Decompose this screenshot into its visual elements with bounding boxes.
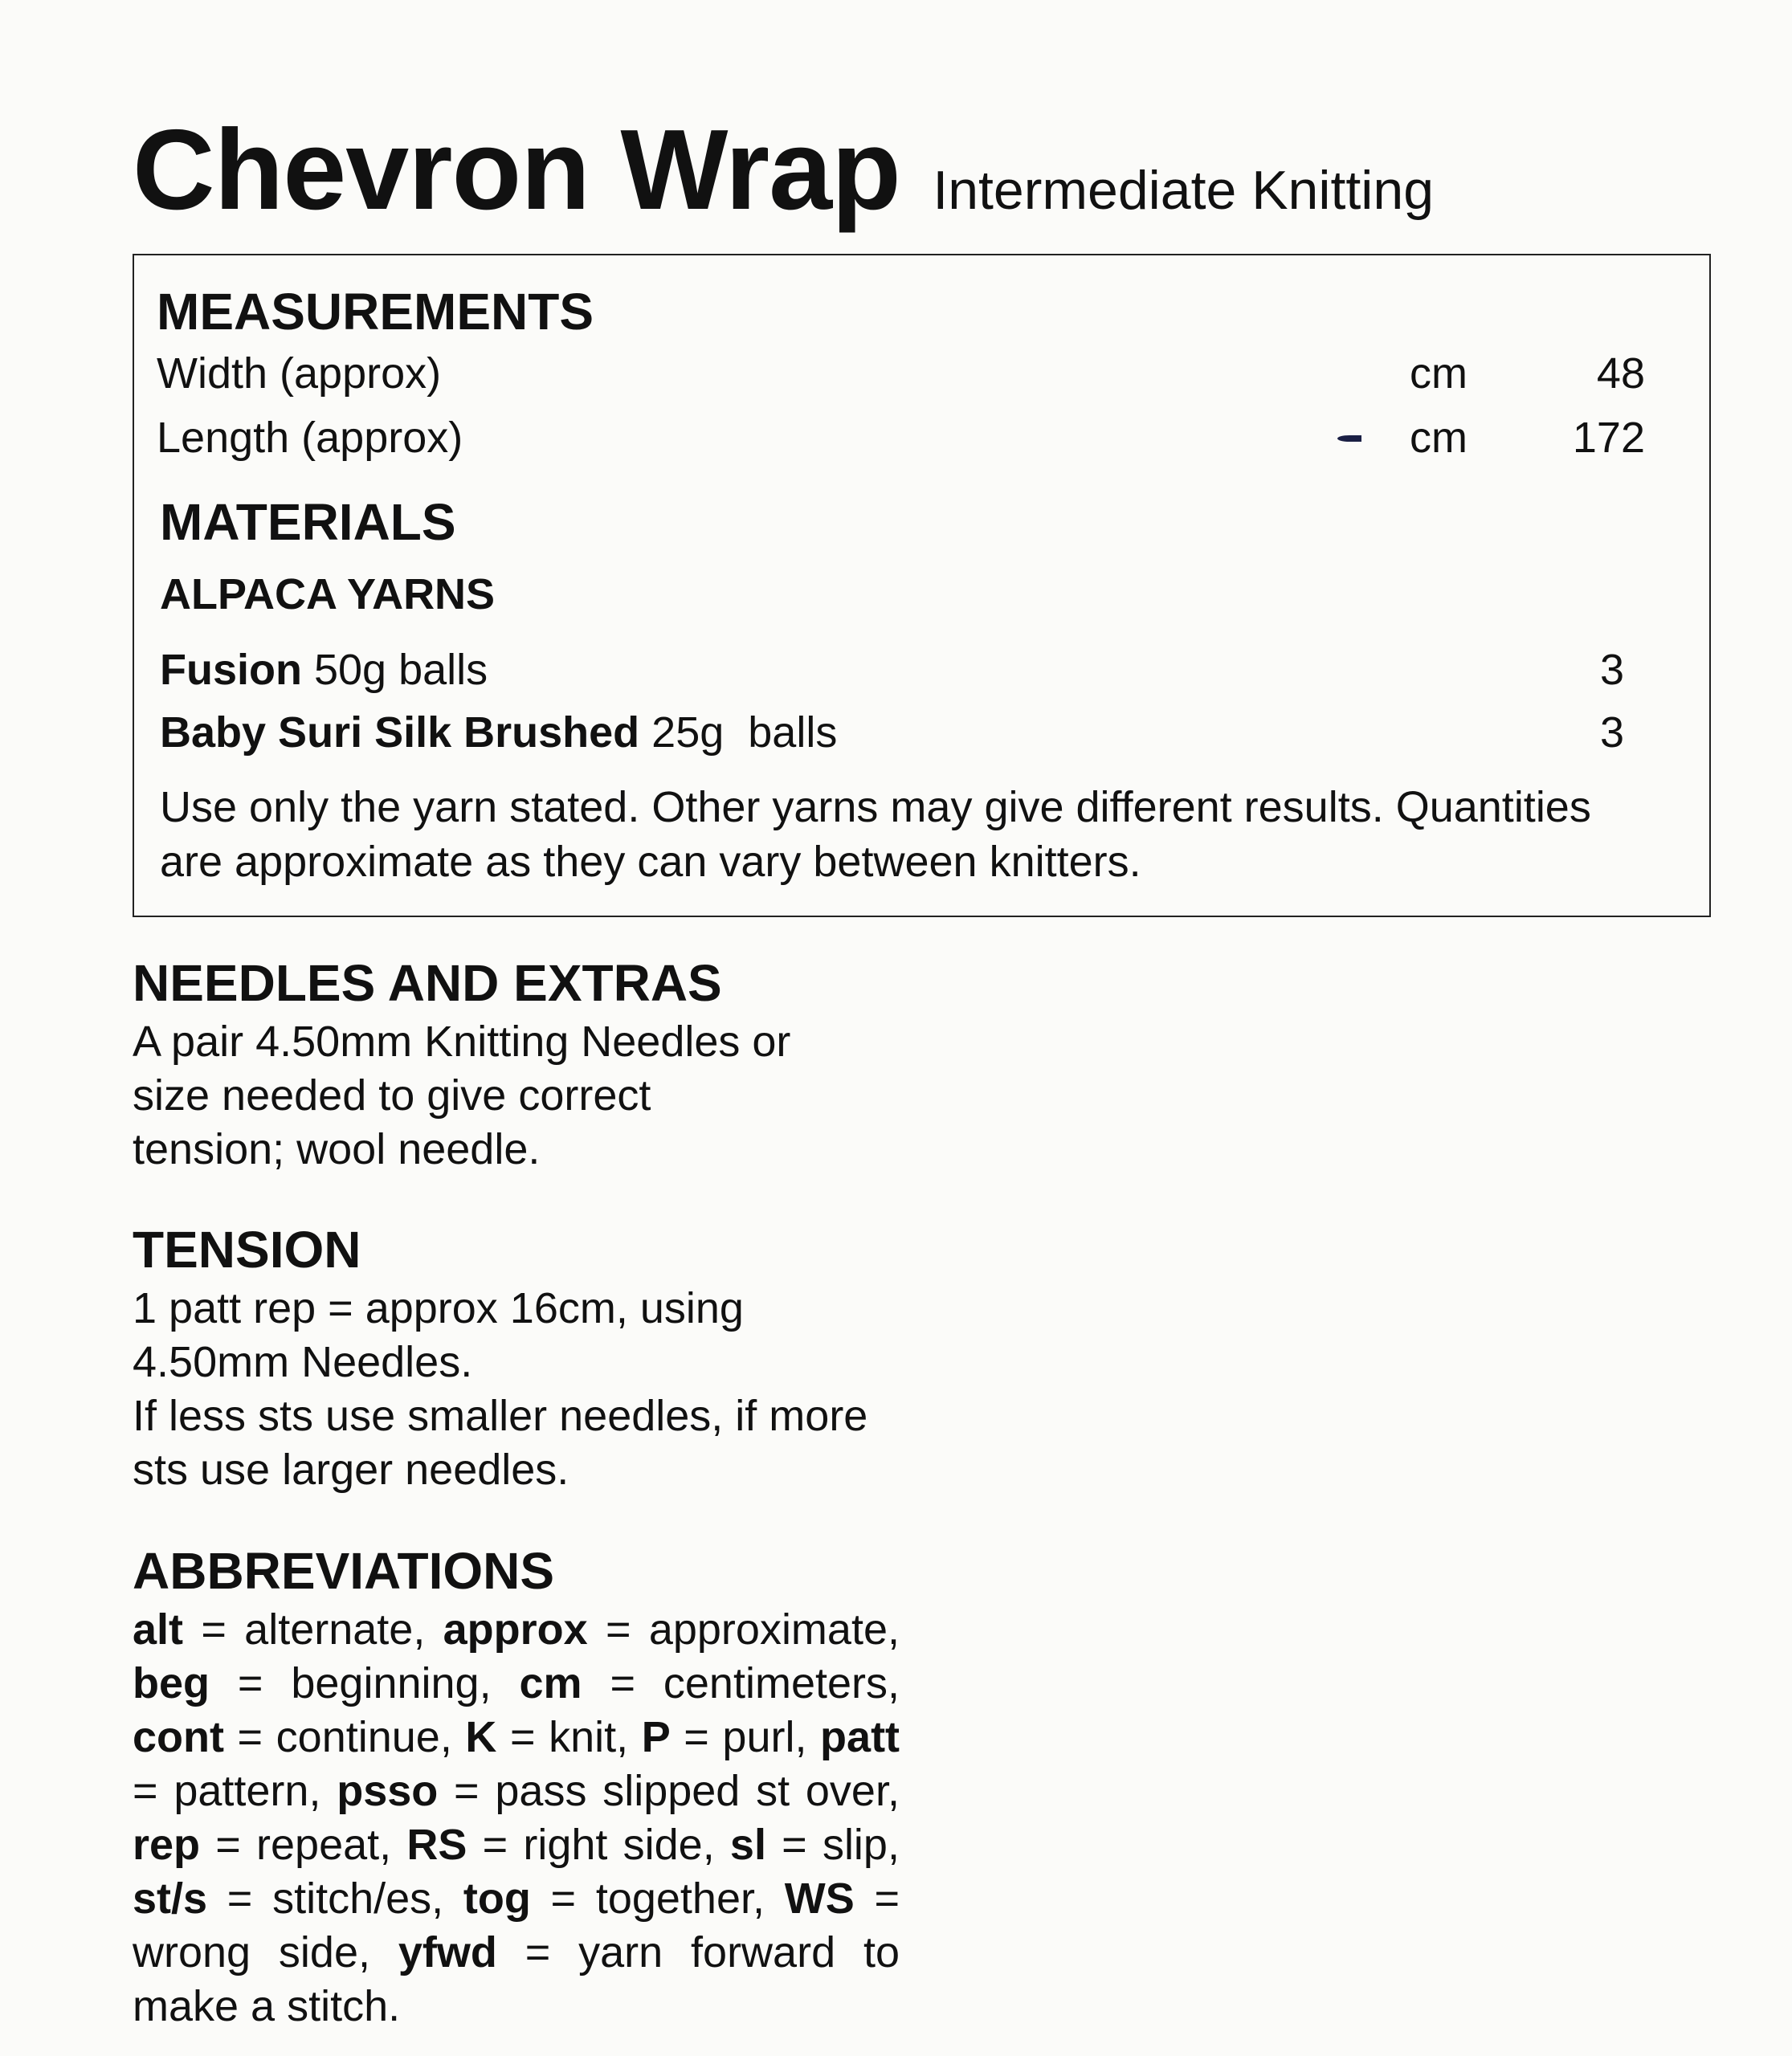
yarn-note-line: are approximate as they can vary between knitters. [160, 838, 1141, 887]
tension-line: 4.50mm Needles. [133, 1337, 473, 1386]
yarn-note [160, 780, 1645, 889]
yarn-name: Baby Suri Silk Brushed [160, 708, 640, 757]
materials-heading: MATERIALS [160, 492, 456, 551]
abbr-term: K [465, 1712, 497, 1761]
needles-heading: NEEDLES AND EXTRAS [133, 954, 722, 1012]
abbr-term: alt [133, 1605, 184, 1654]
abbr-term: P [641, 1712, 671, 1761]
measurement-value: 48 [1596, 349, 1645, 398]
tension-body [133, 1282, 904, 1497]
abbr-term: tog [463, 1874, 531, 1923]
needles-line: tension; wool needle. [133, 1124, 541, 1173]
abbr-term: WS [784, 1874, 855, 1923]
needles-body [133, 1015, 904, 1177]
abbr-term: st/s [133, 1874, 208, 1923]
abbr-term: sl [729, 1820, 766, 1869]
page-subtitle: Intermediate Knitting [933, 160, 1435, 221]
measurement-value: 172 [1572, 413, 1645, 462]
abbr-meaning: approximate [648, 1605, 888, 1654]
yarn-quantity: 3 [1599, 646, 1624, 695]
yarn-name: Fusion [160, 646, 302, 695]
needles-section [133, 954, 904, 1177]
page-title: Chevron Wrap [133, 106, 900, 234]
abbr-meaning: together [595, 1874, 753, 1923]
measurement-label: Width (approx) [157, 349, 442, 398]
measurements-heading: MEASUREMENTS [157, 283, 594, 341]
abbr-term: patt [820, 1712, 900, 1761]
title-row [133, 104, 1434, 236]
abbr-meaning: yarn forward to make a stitch [133, 1928, 900, 2030]
measurement-row-width [157, 349, 1645, 398]
abbr-meaning: stitch/es [272, 1874, 432, 1923]
measurement-label: Length (approx) [157, 413, 463, 462]
yarn-label [160, 708, 838, 757]
ink-dot-mark [1337, 435, 1361, 442]
abbr-meaning: centimeters [663, 1658, 888, 1707]
needles-line: size needed to give correct [133, 1071, 651, 1120]
yarn-detail: 25g balls [639, 708, 838, 757]
yarn-brand-subheading: ALPACA YARNS [160, 570, 496, 619]
measurement-unit: cm [1410, 413, 1467, 462]
abbr-meaning: pattern [173, 1766, 309, 1815]
abbr-meaning: beginning [291, 1658, 480, 1707]
abbr-term: psso [337, 1766, 439, 1815]
abbr-meaning: right side [523, 1820, 703, 1869]
tension-line: If less sts use smaller needles, if more [133, 1391, 868, 1440]
abbr-term: yfwd [398, 1928, 497, 1976]
abbr-meaning: slip [822, 1820, 888, 1869]
yarn-label [160, 646, 488, 695]
yarn-note-line: Use only the yarn stated. Other yarns may give different results. Quantities [160, 783, 1591, 832]
yarn-quantity: 3 [1599, 708, 1624, 757]
abbr-meaning: alternate [244, 1605, 414, 1654]
abbr-term: rep [133, 1820, 201, 1869]
abbr-term: cm [519, 1658, 582, 1707]
abbr-term: approx [443, 1605, 588, 1654]
tension-line: 1 patt rep = approx 16cm, using [133, 1283, 744, 1332]
measurement-unit: cm [1410, 349, 1467, 398]
abbreviations-body: alt = alternate, approx = approximate, beg = beginning, cm = centimeters, cont = continue, K = knit, P = purl, patt = pattern, psso = pass slipped st over, rep = repeat, RS = right side, sl = slip, st/s = stitch/es, tog = together, WS = wrong side, yfwd = yarn forward to make a stitch. [133, 1605, 900, 2030]
abbreviations-heading: ABBREVIATIONS [133, 1542, 555, 1600]
abbr-meaning: knit [549, 1712, 617, 1761]
needles-line: A pair 4.50mm Knitting Needles or [133, 1017, 791, 1066]
abbr-meaning: purl [722, 1712, 795, 1761]
abbr-term: RS [406, 1820, 467, 1869]
abbr-meaning: repeat [256, 1820, 380, 1869]
measurement-row-length [157, 413, 1645, 462]
abbreviations-section [133, 1542, 900, 2034]
measurements-materials-box [133, 254, 1711, 917]
tension-section [133, 1221, 904, 1497]
abbr-meaning: pass slipped st over [495, 1766, 888, 1815]
abbr-term: cont [133, 1712, 224, 1761]
tension-line: sts use larger needles. [133, 1445, 569, 1494]
tension-heading: TENSION [133, 1221, 361, 1279]
abbr-meaning: wrong side [133, 1928, 358, 1976]
yarn-detail: 50g balls [301, 646, 488, 695]
yarn-row-baby-suri [160, 708, 1645, 757]
yarn-row-fusion [160, 646, 1645, 695]
box-content [157, 283, 1645, 889]
abbr-term: beg [133, 1658, 210, 1707]
abbr-meaning: continue [276, 1712, 440, 1761]
